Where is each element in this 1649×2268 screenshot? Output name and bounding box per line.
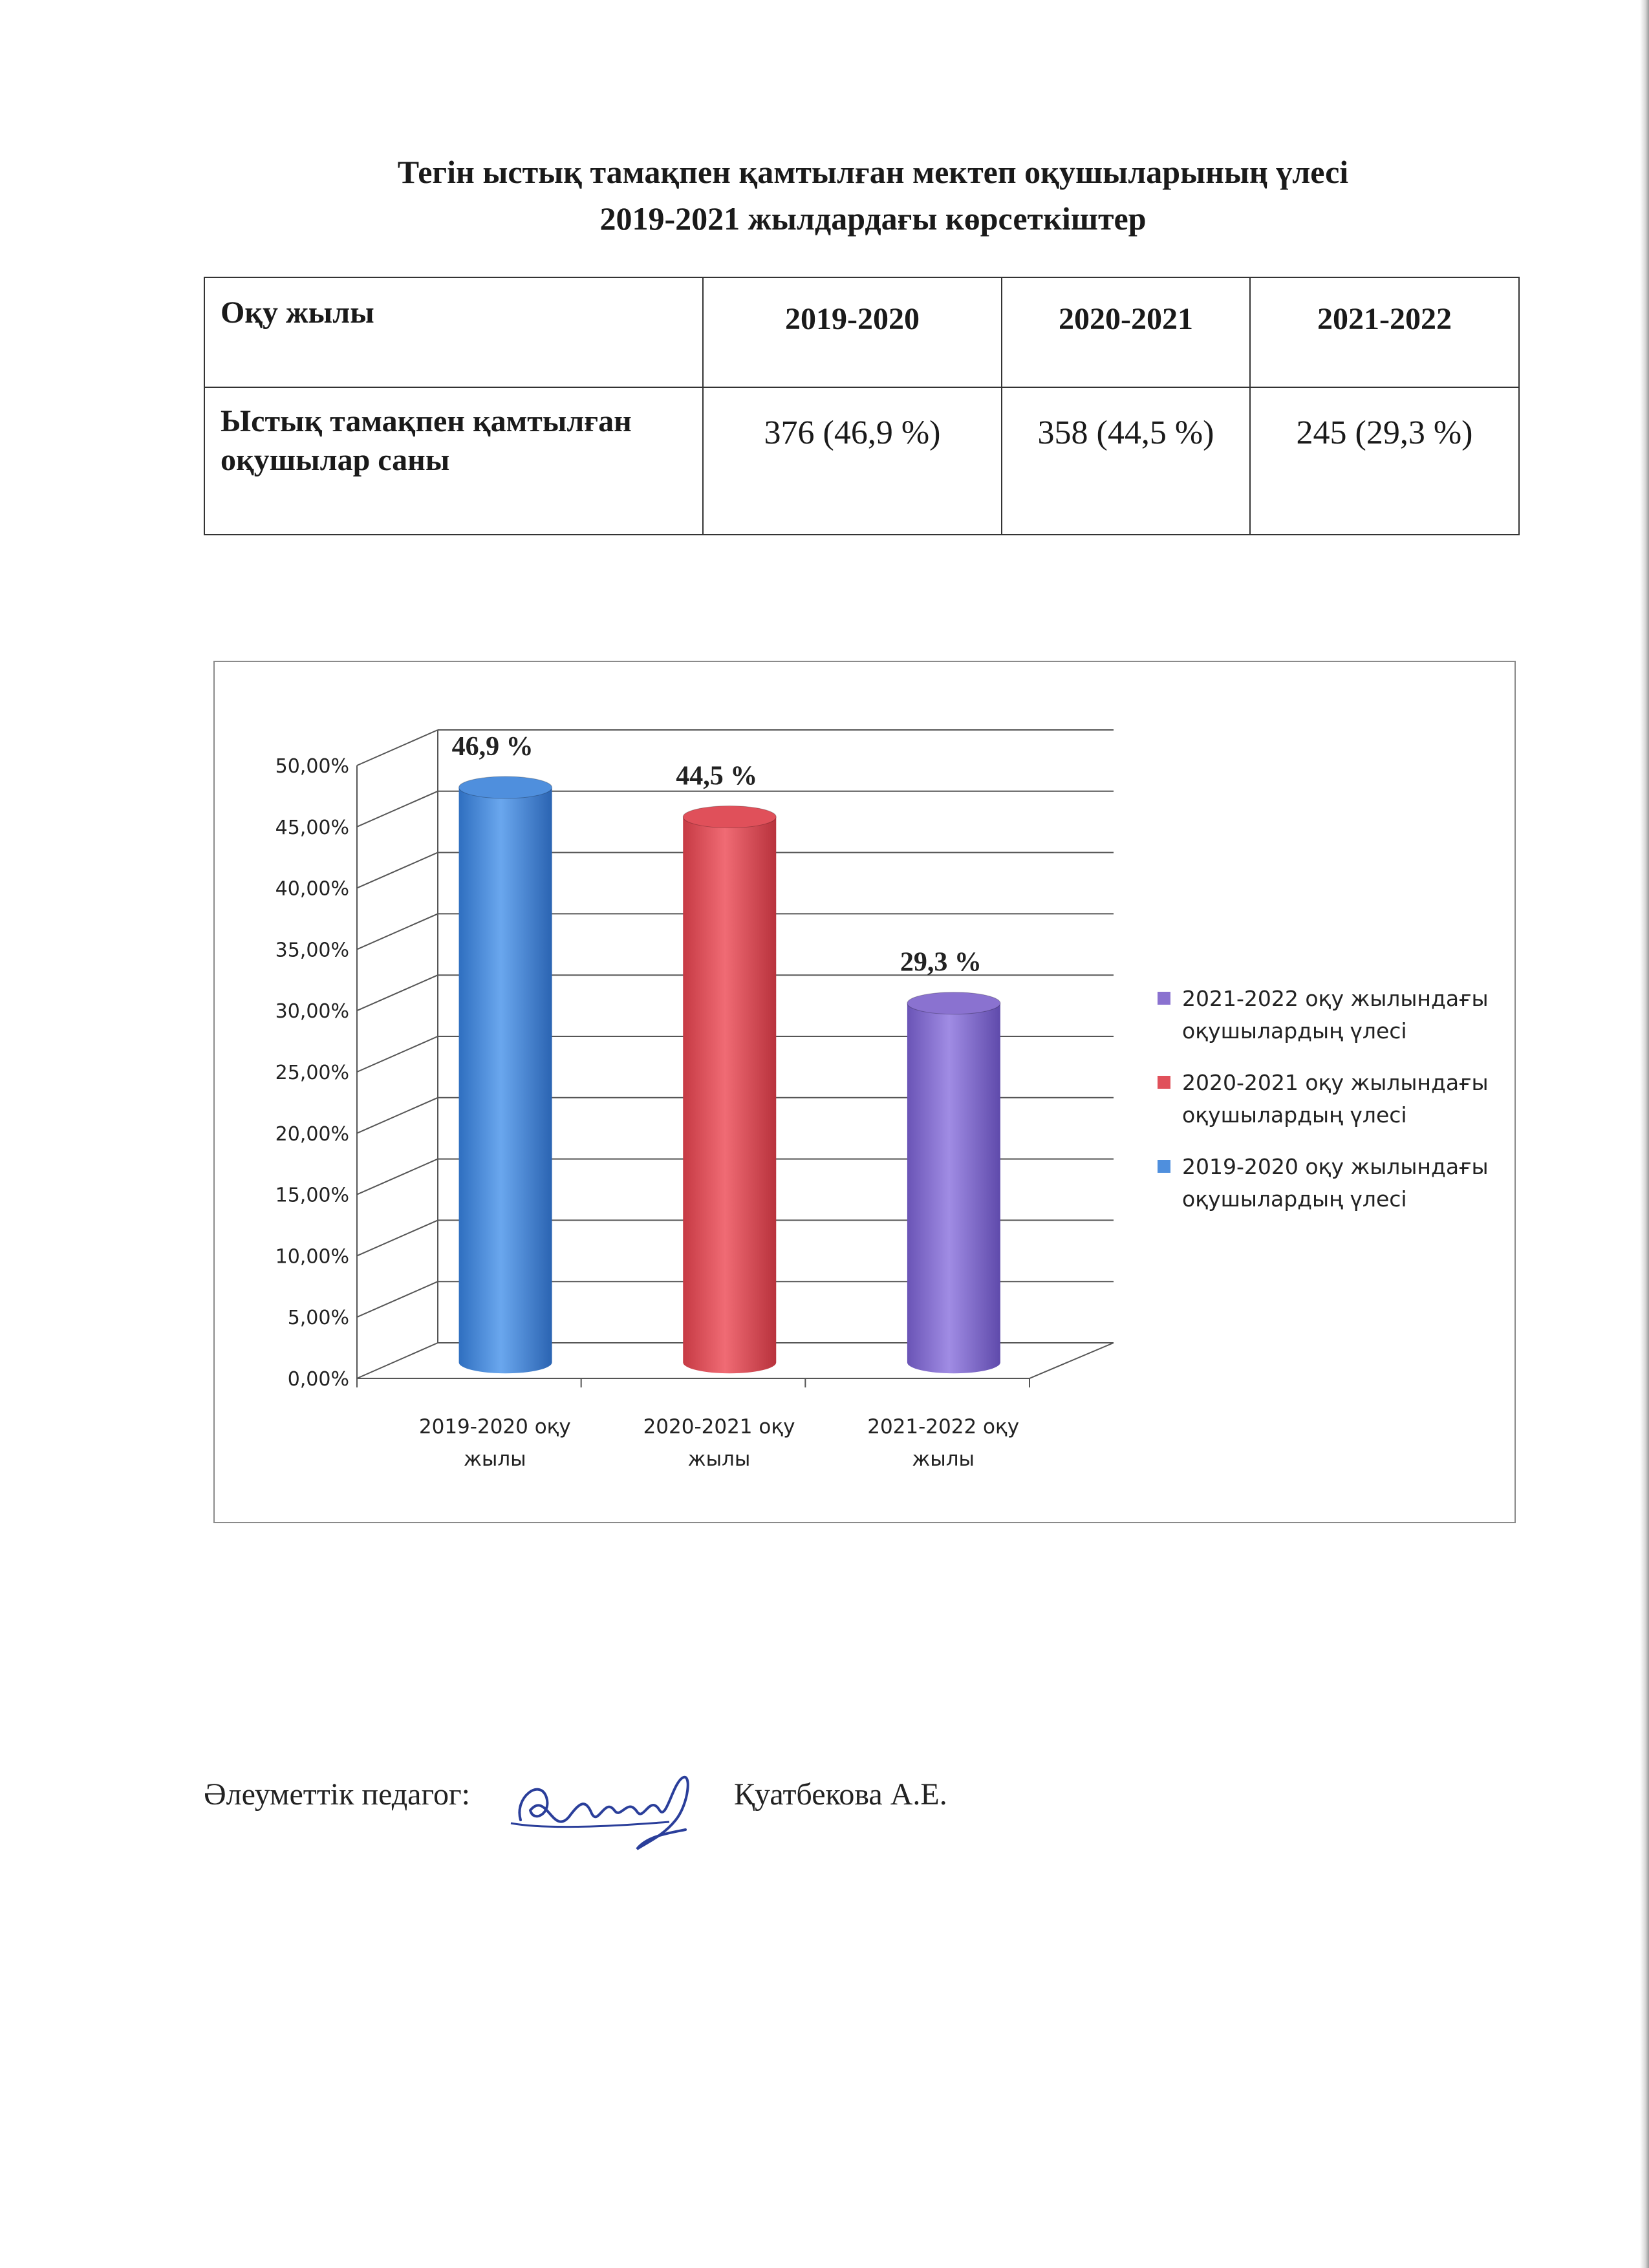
bar-top — [459, 776, 552, 798]
bar-body — [459, 787, 552, 1373]
y-tick-label: 40,00% — [275, 877, 349, 901]
x-tick-label: жылы — [463, 1448, 526, 1471]
legend-item — [1158, 1067, 1520, 1131]
table-row-label: Ыстық тамақпен қамтылған оқушылар саны — [204, 387, 703, 535]
y-tick-label: 0,00% — [287, 1368, 349, 1391]
gridline-side — [357, 1098, 438, 1133]
data-label: 29,3 % — [900, 947, 982, 978]
title-line-1: Тегін ыстық тамақпен қамтылған мектеп оқушыларының үлесі — [397, 154, 1349, 190]
legend-item — [1158, 983, 1520, 1047]
x-tick-label: жылы — [687, 1448, 751, 1471]
chart-bars — [459, 776, 1000, 1373]
x-tick-label: жылы — [912, 1448, 975, 1471]
x-tick-label: 2019-2020 оқу — [418, 1415, 571, 1439]
title-line-2: 2019-2021 жылдардағы көрсеткіштер — [599, 200, 1147, 237]
gridline-side — [357, 1343, 438, 1378]
table-header-2019: 2019-2020 — [703, 277, 1002, 387]
x-tick-label: 2020-2021 оқу — [643, 1415, 795, 1439]
gridline-side — [357, 1159, 438, 1195]
gridline-side — [357, 1036, 438, 1072]
chart-legend — [1158, 983, 1520, 1235]
gridline-side — [357, 1281, 438, 1317]
table-header-row — [204, 277, 1519, 387]
legend-item — [1158, 1151, 1520, 1215]
gridline-side — [357, 730, 438, 765]
gridline-side — [357, 791, 438, 827]
bar-body — [907, 1003, 1000, 1374]
scan-page-edge — [1640, 0, 1649, 2268]
data-label: 44,5 % — [676, 761, 758, 791]
signature-role: Әлеуметтік педагог: — [204, 1777, 470, 1812]
bar-top — [683, 806, 776, 828]
gridline-side — [357, 975, 438, 1011]
bar — [907, 992, 1000, 1374]
table-cell-2019: 376 (46,9 %) — [703, 387, 1002, 535]
y-tick-label: 35,00% — [275, 939, 349, 962]
table-row — [204, 387, 1519, 535]
y-tick-label: 30,00% — [275, 1000, 349, 1023]
y-tick-label: 5,00% — [287, 1307, 349, 1330]
y-tick-label: 50,00% — [275, 755, 349, 778]
legend-label: 2021-2022 оқу жылындағы оқушылардың үлесі — [1182, 986, 1489, 1043]
document-title — [194, 149, 1552, 242]
bar — [683, 806, 776, 1374]
legend-swatch-2021 — [1158, 992, 1170, 1005]
y-tick-label: 15,00% — [275, 1184, 349, 1207]
table-cell-2020: 358 (44,5 %) — [1002, 387, 1250, 535]
gridline-side — [357, 914, 438, 949]
legend-label: 2019-2020 оқу жылындағы оқушылардың үлесі — [1182, 1154, 1489, 1212]
handwritten-signature — [508, 1759, 715, 1856]
signature-block — [204, 1759, 1174, 1856]
y-tick-label: 45,00% — [275, 816, 349, 839]
table-header-year: Оқу жылы — [204, 277, 703, 387]
y-tick-label: 25,00% — [275, 1062, 349, 1084]
x-tick-label: 2021-2022 оқу — [867, 1415, 1020, 1439]
legend-swatch-2019 — [1158, 1160, 1170, 1173]
y-tick-label: 10,00% — [275, 1245, 349, 1268]
table-header-2021: 2021-2022 — [1250, 277, 1519, 387]
data-label: 46,9 % — [451, 732, 534, 762]
legend-label: 2020-2021 оқу жылындағы оқушылардың үлесі — [1182, 1070, 1489, 1128]
table-header-2020: 2020-2021 — [1002, 277, 1250, 387]
table-cell-2021: 245 (29,3 %) — [1250, 387, 1519, 535]
signature-name: Қуатбекова А.Е. — [734, 1777, 947, 1812]
y-tick-label: 20,00% — [275, 1122, 349, 1146]
data-table — [204, 277, 1520, 535]
bar — [459, 776, 552, 1373]
gridline-side — [357, 853, 438, 888]
bar-top — [907, 992, 1000, 1014]
gridline-side — [357, 1220, 438, 1256]
legend-swatch-2020 — [1158, 1076, 1170, 1089]
bar-body — [683, 817, 776, 1374]
